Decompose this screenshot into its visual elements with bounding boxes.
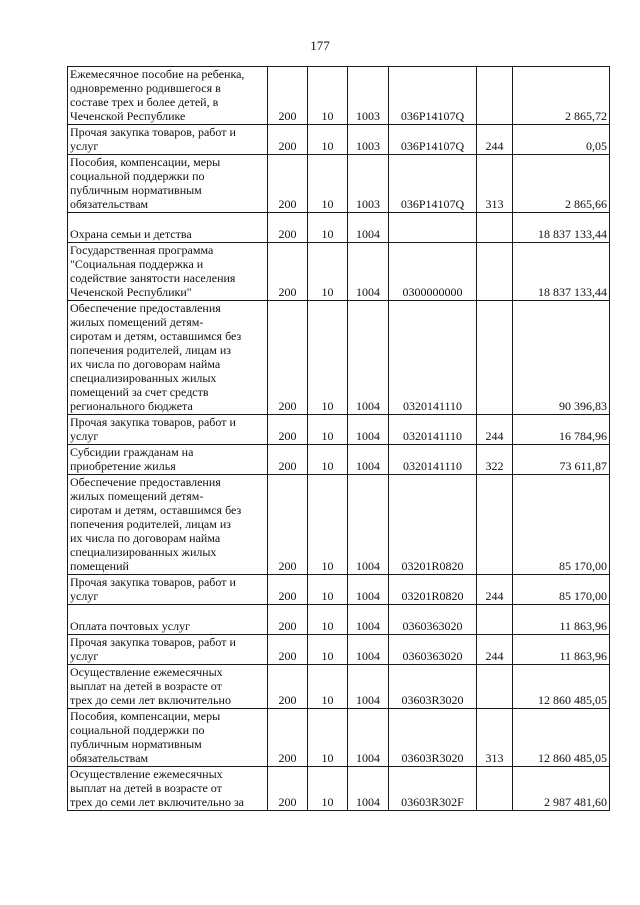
target-code-cell: 036P14107Q [389, 125, 477, 155]
item-name-line: Пособия, компенсации, меры [70, 155, 221, 169]
expense-type-cell [477, 213, 513, 243]
subsection-code-cell: 1004 [348, 243, 389, 301]
ministry-code-cell: 200 [268, 475, 308, 575]
item-name-line: социальной поддержки по [70, 723, 205, 737]
item-name-line: Обеспечение предоставления [70, 301, 221, 315]
target-code-cell: 036P14107Q [389, 67, 477, 125]
subsection-code-cell: 1004 [348, 635, 389, 665]
ministry-code-cell: 200 [268, 301, 308, 415]
item-name-line: Прочая закупка товаров, работ и [70, 125, 236, 139]
subsection-code-cell: 1004 [348, 767, 389, 811]
item-name-cell [68, 709, 268, 767]
subsection-code-cell: 1003 [348, 155, 389, 213]
expense-type-cell [477, 767, 513, 811]
item-name-cell [68, 605, 268, 635]
ministry-code-cell: 200 [268, 415, 308, 445]
ministry-code-cell: 200 [268, 213, 308, 243]
item-name-line: Пособия, компенсации, меры [70, 709, 221, 723]
target-code-cell: 036P14107Q [389, 155, 477, 213]
ministry-code-cell: 200 [268, 605, 308, 635]
item-name-line: Чеченской Республике [70, 109, 186, 123]
ministry-code-cell: 200 [268, 67, 308, 125]
ministry-code-cell: 200 [268, 709, 308, 767]
amount-cell: 90 396,83 [513, 301, 610, 415]
section-code-cell: 10 [308, 605, 348, 635]
item-name-line: трех до семи лет включительно [70, 693, 231, 707]
table-row [68, 125, 610, 155]
item-name-line: публичным нормативным [70, 737, 202, 751]
amount-cell: 12 860 485,05 [513, 665, 610, 709]
amount-cell: 0,05 [513, 125, 610, 155]
amount-cell: 18 837 133,44 [513, 213, 610, 243]
table-row [68, 155, 610, 213]
table-row [68, 243, 610, 301]
item-name-line: одновременно родившегося в [70, 81, 221, 95]
ministry-code-cell: 200 [268, 767, 308, 811]
expense-type-cell: 244 [477, 415, 513, 445]
item-name-cell [68, 635, 268, 665]
item-name-cell [68, 767, 268, 811]
target-code-cell: 0300000000 [389, 243, 477, 301]
ministry-code-cell: 200 [268, 155, 308, 213]
item-name-line: специализированных жилых [70, 371, 217, 385]
item-name-line: Осуществление ежемесячных [70, 767, 223, 781]
table-row [68, 445, 610, 475]
amount-cell: 2 987 481,60 [513, 767, 610, 811]
section-code-cell: 10 [308, 301, 348, 415]
ministry-code-cell: 200 [268, 125, 308, 155]
table-row [68, 415, 610, 445]
item-name-line: обязательствам [70, 751, 149, 765]
item-name-cell [68, 415, 268, 445]
ministry-code-cell: 200 [268, 445, 308, 475]
item-name-line: специализированных жилых [70, 545, 217, 559]
item-name-cell [68, 125, 268, 155]
table-row [68, 213, 610, 243]
section-code-cell: 10 [308, 67, 348, 125]
item-name-line: публичным нормативным [70, 183, 202, 197]
item-name-line: выплат на детей в возрасте от [70, 679, 222, 693]
table-row [68, 575, 610, 605]
table-row [68, 635, 610, 665]
item-name-cell [68, 575, 268, 605]
item-name-line: сиротам и детям, оставшимся без [70, 503, 242, 517]
target-code-cell: 03603R3020 [389, 665, 477, 709]
amount-cell: 85 170,00 [513, 475, 610, 575]
item-name-line: обязательствам [70, 197, 149, 211]
expense-type-cell: 244 [477, 125, 513, 155]
ministry-code-cell: 200 [268, 665, 308, 709]
target-code-cell: 0320141110 [389, 301, 477, 415]
target-code-cell: 0320141110 [389, 415, 477, 445]
item-name-line: Прочая закупка товаров, работ и [70, 635, 236, 649]
item-name-line: Чеченской Республики" [70, 285, 192, 299]
table-row [68, 67, 610, 125]
item-name-cell [68, 665, 268, 709]
section-code-cell: 10 [308, 445, 348, 475]
target-code-cell: 0360363020 [389, 635, 477, 665]
target-code-cell: 03603R3020 [389, 709, 477, 767]
item-name-line: услуг [70, 589, 99, 603]
subsection-code-cell: 1004 [348, 301, 389, 415]
subsection-code-cell: 1004 [348, 709, 389, 767]
target-code-cell: 03201R0820 [389, 575, 477, 605]
expense-type-cell [477, 475, 513, 575]
section-code-cell: 10 [308, 125, 348, 155]
subsection-code-cell: 1003 [348, 67, 389, 125]
target-code-cell: 03603R302F [389, 767, 477, 811]
subsection-code-cell: 1004 [348, 475, 389, 575]
section-code-cell: 10 [308, 709, 348, 767]
item-name-line: попечения родителей, лицам из [70, 517, 231, 531]
item-name-line: Прочая закупка товаров, работ и [70, 415, 236, 429]
item-name-line: помещений за счет средств [70, 385, 209, 399]
ministry-code-cell: 200 [268, 243, 308, 301]
amount-cell: 73 611,87 [513, 445, 610, 475]
amount-cell: 12 860 485,05 [513, 709, 610, 767]
item-name-line: Прочая закупка товаров, работ и [70, 575, 236, 589]
item-name-line: Ежемесячное пособие на ребенка, [70, 67, 245, 81]
budget-table [67, 66, 610, 811]
subsection-code-cell: 1004 [348, 445, 389, 475]
ministry-code-cell: 200 [268, 635, 308, 665]
expense-type-cell [477, 605, 513, 635]
item-name-cell [68, 301, 268, 415]
expense-type-cell: 313 [477, 709, 513, 767]
item-name-line: их числа по договорам найма [70, 531, 221, 545]
subsection-code-cell: 1004 [348, 213, 389, 243]
subsection-code-cell: 1004 [348, 415, 389, 445]
amount-cell: 85 170,00 [513, 575, 610, 605]
page-number: 177 [310, 38, 330, 53]
expense-type-cell [477, 665, 513, 709]
item-name-cell [68, 213, 268, 243]
item-name-line: Государственная программа [70, 243, 214, 257]
section-code-cell: 10 [308, 155, 348, 213]
item-name-line: помещений [70, 559, 129, 573]
subsection-code-cell: 1004 [348, 605, 389, 635]
section-code-cell: 10 [308, 665, 348, 709]
section-code-cell: 10 [308, 415, 348, 445]
item-name-line: попечения родителей, лицам из [70, 343, 231, 357]
item-name-line: Обеспечение предоставления [70, 475, 221, 489]
item-name-line [70, 605, 265, 619]
section-code-cell: 10 [308, 243, 348, 301]
item-name-cell [68, 155, 268, 213]
ministry-code-cell: 200 [268, 575, 308, 605]
item-name-line: составе трех и более детей, в [70, 95, 219, 109]
item-name-line: содействие занятости населения [70, 271, 236, 285]
amount-cell: 11 863,96 [513, 605, 610, 635]
amount-cell: 2 865,72 [513, 67, 610, 125]
item-name-line: жилых помещений детям- [70, 315, 204, 329]
amount-cell: 18 837 133,44 [513, 243, 610, 301]
subsection-code-cell: 1004 [348, 575, 389, 605]
amount-cell: 16 784,96 [513, 415, 610, 445]
expense-type-cell: 244 [477, 575, 513, 605]
target-code-cell: 03201R0820 [389, 475, 477, 575]
amount-cell: 2 865,66 [513, 155, 610, 213]
item-name-line: Осуществление ежемесячных [70, 665, 223, 679]
item-name-cell [68, 445, 268, 475]
item-name-line: услуг [70, 429, 99, 443]
item-name-line: сиротам и детям, оставшимся без [70, 329, 242, 343]
item-name-line: Субсидии гражданам на [70, 445, 194, 459]
section-code-cell: 10 [308, 575, 348, 605]
item-name-cell [68, 243, 268, 301]
table-row [68, 301, 610, 415]
section-code-cell: 10 [308, 213, 348, 243]
section-code-cell: 10 [308, 767, 348, 811]
expense-type-cell [477, 67, 513, 125]
item-name-line: их числа по договорам найма [70, 357, 221, 371]
item-name-line: услуг [70, 649, 99, 663]
table-row [68, 767, 610, 811]
item-name-line: Охрана семьи и детства [70, 227, 192, 241]
table-row [68, 665, 610, 709]
amount-cell: 11 863,96 [513, 635, 610, 665]
table-row [68, 475, 610, 575]
section-code-cell: 10 [308, 475, 348, 575]
target-code-cell: 0320141110 [389, 445, 477, 475]
item-name-line: социальной поддержки по [70, 169, 205, 183]
item-name-line: услуг [70, 139, 99, 153]
budget-table-body [68, 67, 610, 811]
expense-type-cell [477, 243, 513, 301]
expense-type-cell: 322 [477, 445, 513, 475]
item-name-line: Оплата почтовых услуг [70, 619, 191, 633]
item-name-line: жилых помещений детям- [70, 489, 204, 503]
item-name-line: приобретение жилья [70, 459, 176, 473]
item-name-line: регионального бюджета [70, 399, 193, 413]
subsection-code-cell: 1003 [348, 125, 389, 155]
item-name-line: трех до семи лет включительно за [70, 795, 245, 809]
expense-type-cell [477, 301, 513, 415]
table-row [68, 709, 610, 767]
target-code-cell: 0360363020 [389, 605, 477, 635]
item-name-line: выплат на детей в возрасте от [70, 781, 222, 795]
table-row [68, 605, 610, 635]
expense-type-cell: 244 [477, 635, 513, 665]
target-code-cell [389, 213, 477, 243]
item-name-line [70, 213, 265, 227]
item-name-cell [68, 475, 268, 575]
section-code-cell: 10 [308, 635, 348, 665]
expense-type-cell: 313 [477, 155, 513, 213]
subsection-code-cell: 1004 [348, 665, 389, 709]
item-name-cell [68, 67, 268, 125]
item-name-line: "Социальная поддержка и [70, 257, 204, 271]
